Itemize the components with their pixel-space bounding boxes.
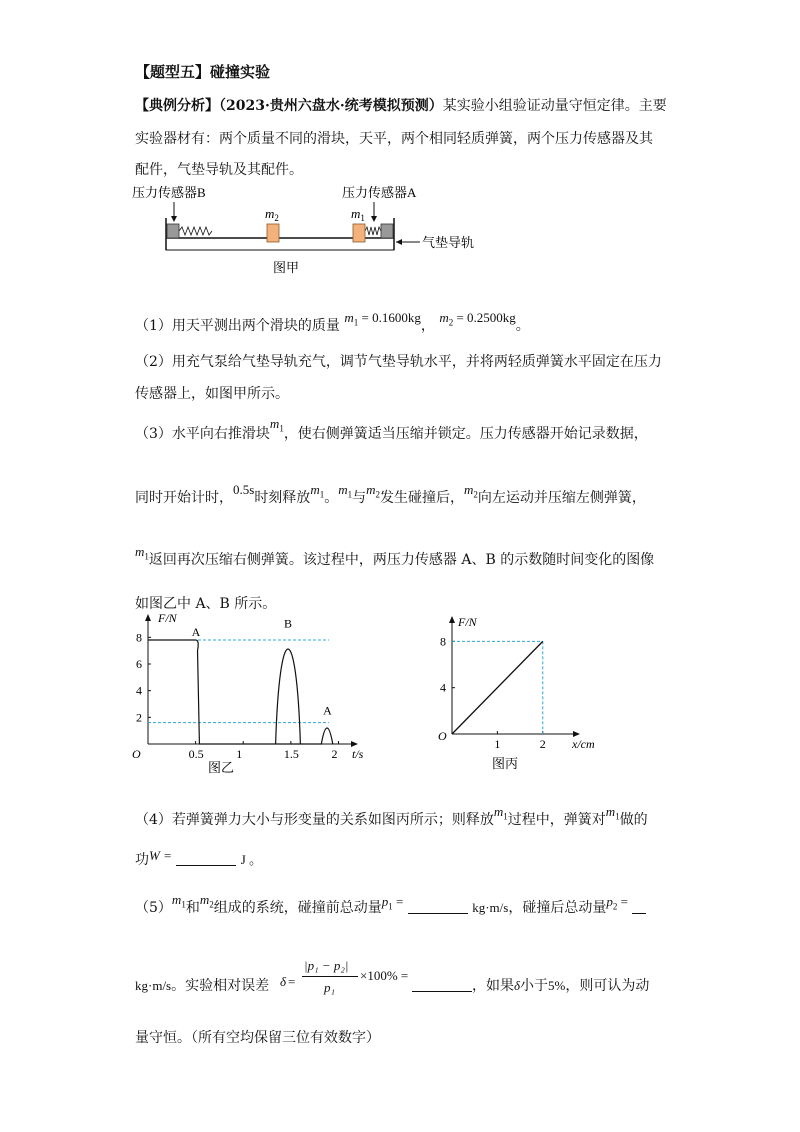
- y-tick-label: 4: [136, 683, 142, 698]
- chart-caption: 图丙: [492, 756, 519, 771]
- step-1: [135, 310, 530, 341]
- y-tick-label: 8: [136, 630, 142, 645]
- y-tick-label: 2: [136, 710, 142, 725]
- x-tick-label: 1: [236, 747, 243, 761]
- symbol-m1: $m_1$: [269, 416, 284, 434]
- step-3-line-2: 同时开始计时，0.5s时刻释放$m_1$。$m_1$与$m_2$发生碰撞后，$m_2$向左运动并压缩左侧弹簧，: [135, 482, 646, 506]
- example-intro-line-1: [135, 96, 667, 116]
- label-m2: $m_2$: [265, 206, 279, 223]
- series-b-label: B: [284, 616, 293, 631]
- chart-caption: 图乙: [208, 760, 235, 775]
- sensor-a: [381, 224, 393, 238]
- step-1-m2-value: = 0.2500kg: [453, 310, 516, 325]
- answer-blank-work[interactable]: [176, 851, 236, 866]
- y-tick-label: 8: [440, 634, 446, 649]
- label-m1: $m_1$: [351, 206, 365, 223]
- y-axis-label: F/N: [158, 612, 177, 625]
- arrowhead-rail: [396, 239, 402, 245]
- x-tick-label: 1: [494, 737, 501, 751]
- symbol-p1: $p_1$: [381, 894, 393, 912]
- section-heading: 【题型五】碰撞实验: [135, 63, 271, 81]
- x-tick-label: 1.5: [283, 747, 299, 761]
- step-1-text: （1）用天平测出两个滑块的质量: [135, 318, 340, 334]
- x-axis-label: t/s: [352, 747, 364, 761]
- answer-blank-p1[interactable]: [408, 899, 468, 914]
- x-tick-label: 2: [331, 747, 338, 761]
- step-3-line-4: 如图乙中 A、B 所示。: [135, 596, 277, 612]
- chart-force-displacement: [422, 612, 602, 777]
- answer-blank-p2[interactable]: [632, 899, 646, 914]
- right-spring: [365, 227, 381, 235]
- step-4-line-2: 功W = J 。: [135, 848, 263, 868]
- work-symbol: W =: [149, 848, 172, 863]
- figure-apparatus: [130, 182, 530, 282]
- y-tick-label: 6: [136, 657, 142, 671]
- sensor-b: [167, 224, 179, 238]
- step-1-m2: $m_2$: [439, 310, 454, 328]
- left-spring: [179, 227, 212, 235]
- label-sensor-b: 压力传感器B: [132, 185, 206, 200]
- formula-denominator: p₁: [324, 980, 336, 995]
- answer-blank-error[interactable]: [412, 977, 472, 992]
- step-3-line-3: $m_1$返回再次压缩右侧弹簧。该过程中，两压力传感器 A、B 的示数随时间变化的图像: [135, 544, 655, 568]
- step-2-line-2: 传感器上，如图甲所示。: [135, 386, 289, 402]
- step-1-m1-value: = 0.1600kg: [358, 310, 421, 325]
- step-5-line-3: 量守恒。（所有空均保留三位有效数字）: [135, 1030, 380, 1046]
- origin-label: O: [132, 747, 141, 761]
- slider-m2: [267, 224, 279, 242]
- example-intro-text: 某实验小组验证动量守恒定律。主要: [442, 98, 667, 114]
- x-axis-label: x/cm: [572, 737, 595, 751]
- slider-m1: [353, 224, 365, 242]
- y-axis-label: F/N: [458, 615, 477, 629]
- formula-numerator: |p₁ − p₂|: [304, 958, 349, 973]
- series-a-line: [148, 640, 333, 744]
- step-5-line-2-tail: ，如果δ小于5%，则可认为动: [412, 976, 649, 996]
- step-3-line-1: （3）水平向右推滑块$m_1$，使右侧弹簧适当压缩并锁定。压力传感器开始记录数据，: [135, 416, 648, 442]
- step-5-line-1: $(5)m_1$和$m_2$组成的系统，碰撞前总动量$p_1 = kg\cdot m/s$，碰撞后总动量$p_2$ =: [135, 898, 646, 923]
- time-value: 0.5s: [233, 482, 255, 497]
- step-2-line-1: （2）用充气泵给气垫导轨充气，调节气垫导轨水平，并将两轻质弹簧水平固定在压力: [135, 354, 662, 370]
- step-5-line-2: kg·m/s。实验相对误差: [135, 978, 270, 994]
- example-source: （2023·贵州六盘水·统考模拟预测）: [219, 98, 443, 114]
- series-line: [452, 641, 543, 734]
- example-intro-line-2: 实验器材有：两个质量不同的滑块，天平，两个相同轻质弹簧，两个压力传感器及其: [135, 131, 653, 147]
- series-b-line: [276, 649, 301, 744]
- symbol-p2: $p_2$: [606, 894, 618, 912]
- arrowhead-sensor-b: [171, 216, 177, 222]
- x-tick-label: 0.5: [188, 747, 204, 761]
- step-1-m1: $m_1$: [344, 310, 359, 328]
- step-1-end: 。: [515, 318, 530, 334]
- origin-label: O: [438, 729, 447, 743]
- x-tick-label: 2: [539, 737, 546, 751]
- series-a-second-label: A: [323, 703, 332, 718]
- step-1-sep: ，: [420, 318, 435, 334]
- y-axis-arrow: [449, 616, 455, 623]
- example-tag: 【典例分析】: [135, 98, 219, 114]
- step-4-line-1: （4）若弹簧弹力大小与形变量的关系如图丙所示；则释放$m_1$过程中，弹簧对$m_1$做的: [135, 804, 648, 828]
- y-tick-label: 4: [440, 680, 446, 695]
- series-a-label: A: [191, 625, 201, 639]
- arrowhead-sensor-a: [371, 216, 377, 222]
- y-axis-arrow: [145, 614, 151, 621]
- label-sensor-a: 压力传感器A: [342, 185, 417, 200]
- chart-force-time: [128, 612, 378, 777]
- example-intro-line-3: 配件，气垫导轨及其配件。: [135, 162, 303, 178]
- label-rail: 气垫导轨: [422, 235, 475, 250]
- caption-figure-a: 图甲: [273, 260, 300, 275]
- fraction-bar: [302, 976, 358, 977]
